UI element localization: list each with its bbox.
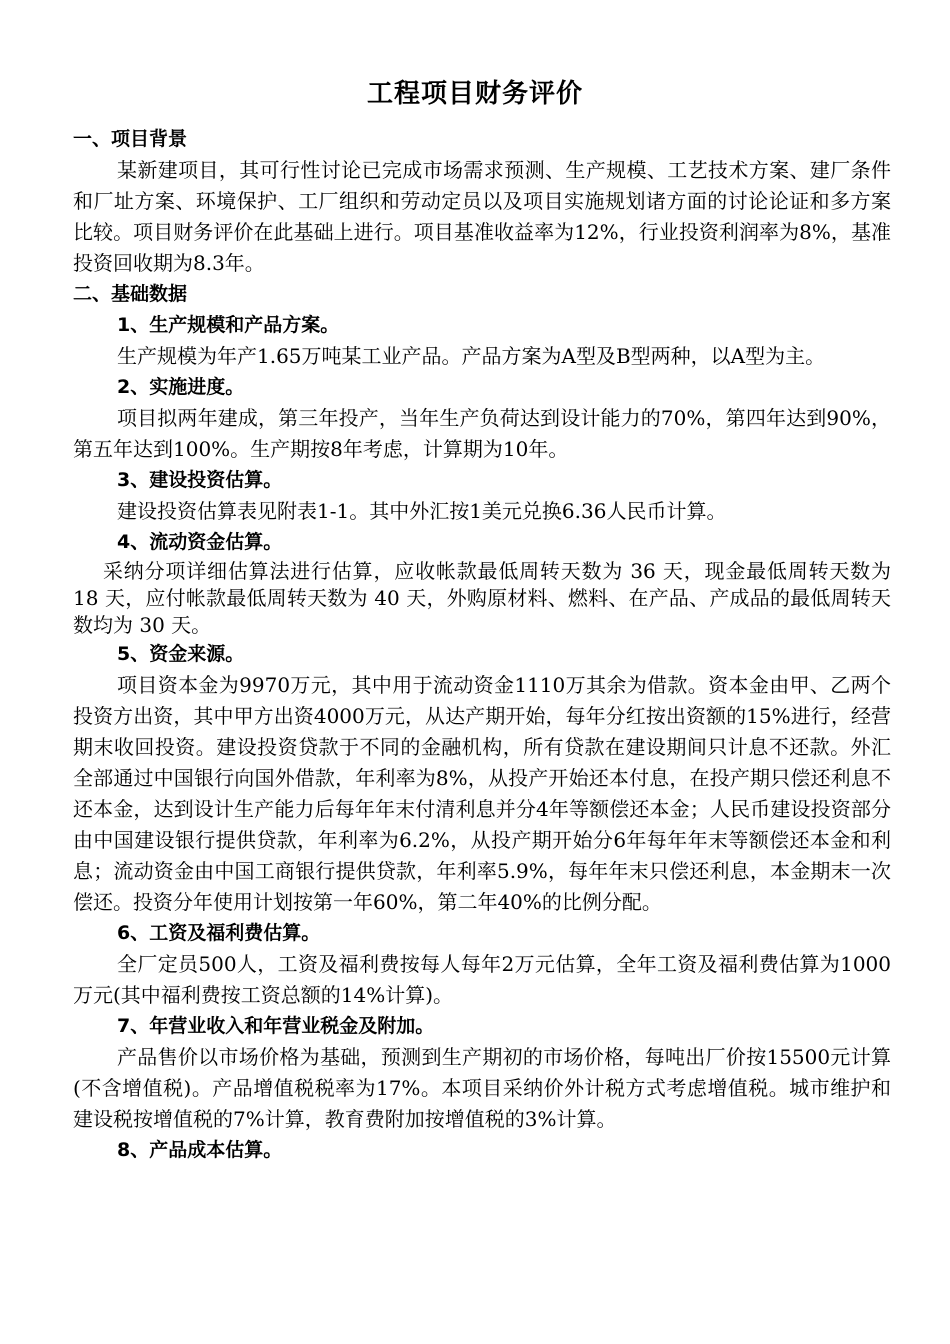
subsection-paragraph-funding-sources: 项目资本金为9970万元，其中用于流动资金1110万其余为借款。资本金由甲、乙两个投资方出资，其中甲方出资4000万元，从达产期开始，每年分红按出资额的15%进行，经营期末收回投资。建设投资贷款于不同的金融机构，所有贷款在建设期间只计息不还款。外汇全部通过中国银行向国外借款，年利率为8%，从投产开始还本付息，在投产期只偿还利息不还本金，达到设计生产能力后每年年末付清利息并分4年等额偿还本金；人民币建设投资部分由中国建设银行提供贷款，年利率为6.2%，从投产期开始分6年每年年末等额偿还本金和利息；流动资金由中国工商银行提供贷款，年利率5.9%，每年年末只偿还利息，本金期末一次偿还。投资分年使用计划按第一年60%，第二年40%的比例分配。 xyxy=(73,673,891,914)
section-paragraph-background: 某新建项目，其可行性讨论已完成市场需求预测、生产规模、工艺技术方案、建厂条件和厂址方案、环境保护、工厂组织和劳动定员以及项目实施规划诸方面的讨论论证和多方案比较。项目财务评价在此基础上进行。项目基准收益率为12%，行业投资利润率为8%，基准投资回收期为8.3年。 xyxy=(73,158,891,275)
document-title: 工程项目财务评价 xyxy=(366,79,583,109)
subsection-heading-investment-estimate: 3、建设投资估算。 xyxy=(117,469,283,491)
section-heading-basic-data: 二、基础数据 xyxy=(73,283,188,305)
subsection-paragraph-investment-estimate: 建设投资估算表见附表1-1。其中外汇按1美元兑换6.36人民币计算。 xyxy=(117,499,727,523)
subsection-paragraph-production-scale: 生产规模为年产1.65万吨某工业产品。产品方案为A型及B型两种，以A型为主。 xyxy=(117,344,826,368)
subsection-paragraph-working-capital: 采纳分项详细估算法进行估算，应收帐款最低周转天数为 36 天，现金最低周转天数为 18 天，应付帐款最低周转天数为 40 天，外购原材料、燃料、在产品、产成品的最低周转天数均为 30 天。 xyxy=(73,559,891,637)
document-body xyxy=(73,124,891,1166)
subsection-heading-wages-welfare: 6、工资及福利费估算。 xyxy=(117,922,321,944)
subsection-heading-production-scale: 1、生产规模和产品方案。 xyxy=(117,314,340,336)
subsection-paragraph-wages-welfare: 全厂定员500人，工资及福利费按每人每年2万元估算，全年工资及福利费估算为1000万元(其中福利费按工资总额的14%计算)。 xyxy=(73,952,891,1007)
subsection-heading-product-cost: 8、产品成本估算。 xyxy=(117,1139,283,1161)
subsection-heading-working-capital: 4、流动资金估算。 xyxy=(117,531,283,553)
subsection-paragraph-schedule: 项目拟两年建成，第三年投产，当年生产负荷达到设计能力的70%，第四年达到90%，第五年达到100%。生产期按8年考虑，计算期为10年。 xyxy=(73,406,891,461)
subsection-heading-schedule: 2、实施进度。 xyxy=(117,376,245,398)
subsection-heading-revenue-taxes: 7、年营业收入和年营业税金及附加。 xyxy=(117,1015,435,1037)
subsection-heading-funding-sources: 5、资金来源。 xyxy=(117,643,245,665)
section-heading-background: 一、项目背景 xyxy=(73,128,188,150)
subsection-paragraph-revenue-taxes: 产品售价以市场价格为基础，预测到生产期初的市场价格，每吨出厂价按15500元计算(不含增值税)。产品增值税税率为17%。本项目采纳价外计税方式考虑增值税。城市维护和建设税按增值税的7%计算，教育费附加按增值税的3%计算。 xyxy=(73,1045,891,1131)
